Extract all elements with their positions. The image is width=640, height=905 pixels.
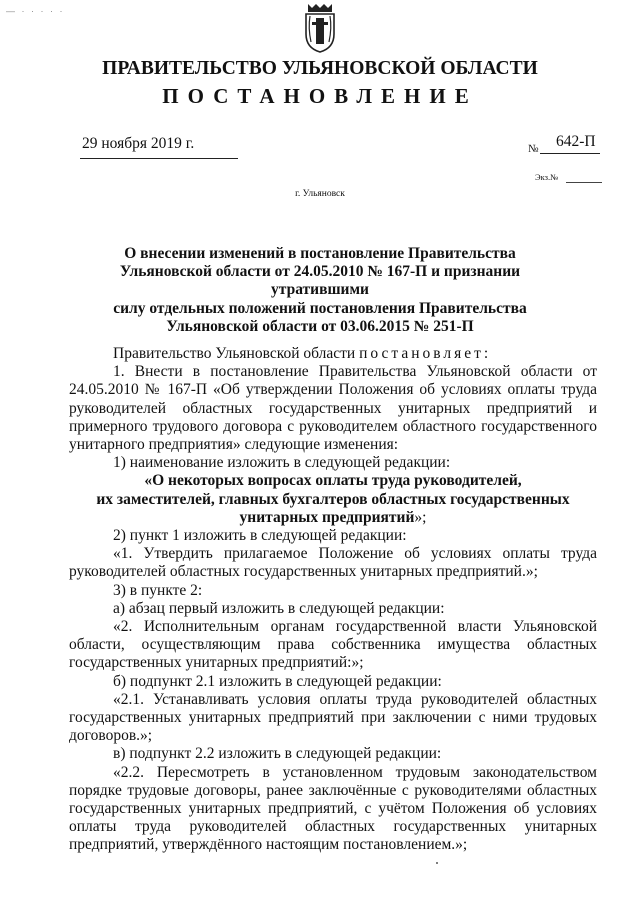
intro-text: Правительство Ульяновской области bbox=[113, 345, 360, 362]
intro-decree-word: постановляет bbox=[359, 345, 484, 362]
body-paragraph: б) подпункт 2.1 изложить в следующей редакции: bbox=[113, 672, 442, 690]
city: г. Ульяновск bbox=[295, 189, 345, 199]
body-paragraph bbox=[69, 509, 597, 527]
date-underline bbox=[80, 158, 238, 159]
coat-of-arms-icon bbox=[300, 2, 340, 54]
body-paragraph: «1. Утвердить прилагаемое Положение об условиях оплаты труда руководителей областных государственных унитарных предприятий.»; bbox=[69, 545, 597, 581]
doc-title bbox=[70, 245, 570, 336]
doc-type: ПОСТАНОВЛЕНИЕ bbox=[162, 84, 478, 108]
org-name: ПРАВИТЕЛЬСТВО УЛЬЯНОВСКОЙ ОБЛАСТИ bbox=[102, 58, 538, 79]
doc-date: 29 ноября 2019 г. bbox=[82, 135, 195, 152]
body-paragraph: 3) в пункте 2: bbox=[113, 581, 203, 599]
doc-number: 642-П bbox=[556, 133, 596, 150]
title-line: Ульяновской области от 24.05.2010 № 167-П и признании утратившими bbox=[119, 263, 521, 299]
number-underline bbox=[540, 153, 600, 154]
body-paragraph: 1. Внести в постановление Правительства Ульяновской области от 24.05.2010 № 167-П «Об утверждении Положения об условиях оплаты труда руководителей областных государственных унитарных предприятий и примерного трудового договора с руководителем областного государственного унитарного предприятия» следующие изменения: bbox=[69, 363, 597, 454]
body-paragraph: «2. Исполнительным органам государственной власти Ульяновской области, осуществляющим права собственника имущества областных государственных унитарных предприятий:»; bbox=[69, 618, 597, 672]
copy-number-underline bbox=[566, 182, 602, 183]
body-paragraph: 2) пункт 1 изложить в следующей редакции: bbox=[113, 527, 407, 545]
body-paragraph bbox=[69, 345, 597, 363]
quoted-title-end: унитарных предприятий bbox=[239, 508, 415, 526]
body-paragraph: «2.1. Устанавливать условия оплаты труда руководителей областных государственных унитарных предприятий при заключении с ними трудовых договоров.»; bbox=[69, 690, 597, 745]
scan-corner-marks: — · · · · · bbox=[6, 6, 65, 16]
title-line: О внесении изменений в постановление Правительства bbox=[124, 245, 516, 262]
quote-close: »; bbox=[414, 508, 427, 526]
number-sign: № bbox=[528, 143, 539, 155]
intro-colon: : bbox=[483, 345, 489, 362]
body-paragraph: «О некоторых вопросах оплаты труда руководителей, bbox=[144, 472, 522, 490]
body-paragraph: их заместителей, главных бухгалтеров областных государственных bbox=[96, 490, 570, 508]
doc-body bbox=[69, 345, 597, 855]
body-paragraph: а) абзац первый изложить в следующей редакции: bbox=[113, 599, 445, 617]
title-line: Ульяновской области от 03.06.2015 № 251-П bbox=[166, 317, 474, 335]
scan-dot bbox=[436, 862, 438, 864]
body-paragraph: 1) наименование изложить в следующей редакции: bbox=[113, 454, 451, 472]
body-paragraph: «2.2. Пересмотреть в установленном трудовым законодательством порядке трудовые договоры, ранее заключённые с руководителями областных государственных унитарных предприятий, с учётом Положения об условиях оплаты труда руководителей областных государственных унитарных предприятий, утверждённого настоящим постановлением.»; bbox=[69, 763, 597, 854]
title-line: силу отдельных положений постановления Правительства bbox=[113, 299, 527, 317]
copy-number-label: Экз.№ bbox=[535, 172, 559, 182]
body-paragraph: в) подпункт 2.2 изложить в следующей редакции: bbox=[113, 745, 442, 763]
